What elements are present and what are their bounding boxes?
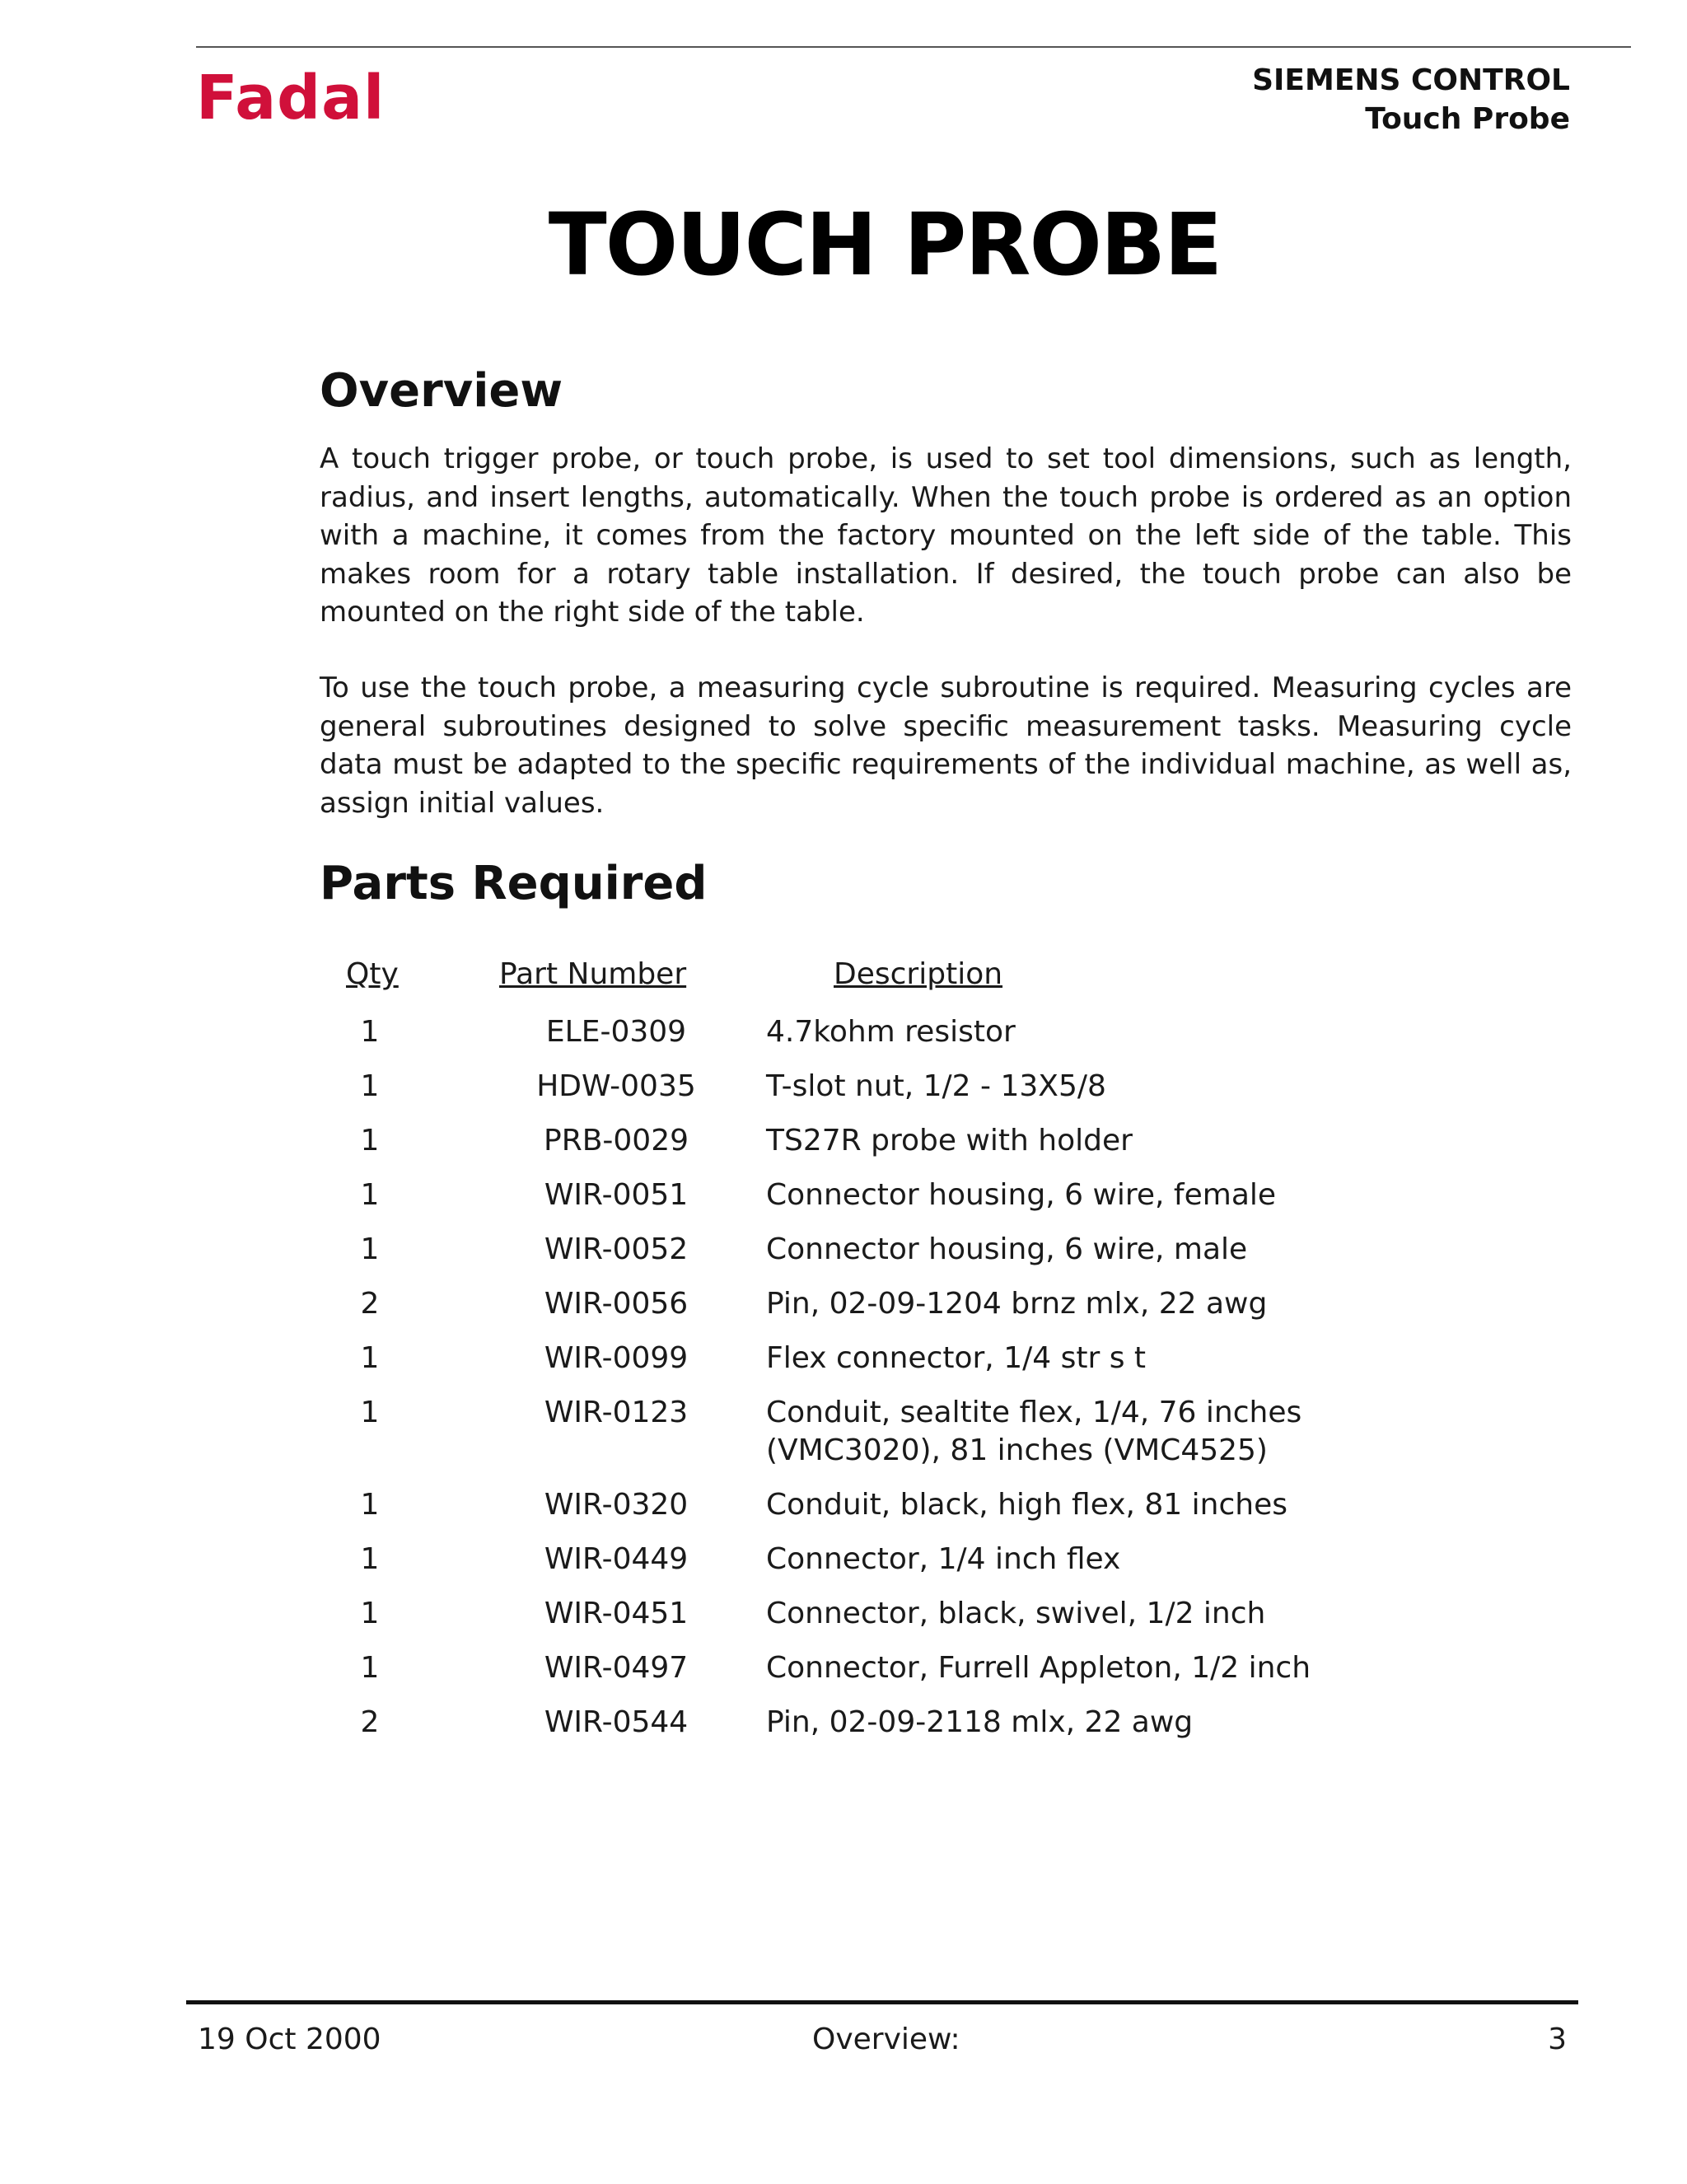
cell-qty: 1	[360, 1015, 380, 1049]
cell-part-number: WIR-0449	[544, 1542, 689, 1576]
cell-part-number: WIR-0052	[544, 1232, 689, 1266]
cell-description: Connector, Furrell Appleton, 1/2 inch	[766, 1651, 1311, 1685]
cell-part-number: WIR-0497	[544, 1651, 689, 1685]
cell-description-continued: (VMC3020), 81 inches (VMC4525)	[766, 1433, 1268, 1467]
cell-part-number: WIR-0051	[544, 1178, 689, 1212]
cell-qty: 1	[360, 1069, 380, 1103]
cell-description: Connector, black, swivel, 1/2 inch	[766, 1597, 1266, 1630]
brand-logo: Fadal	[196, 63, 386, 133]
cell-qty: 1	[360, 1597, 380, 1630]
table-body	[320, 1013, 1473, 1758]
cell-part-number: ELE-0309	[545, 1015, 687, 1049]
overview-paragraph-2: To use the touch probe, a measuring cycle subroutine is required. Measuring cycles are general subroutines designed to solve specific measurement tasks. Measuring cycle data must be adapted to the specific requirements of the individual machine, as well as, assign initial values.	[320, 671, 1572, 820]
running-header	[1252, 61, 1570, 138]
table-row	[320, 1704, 1473, 1758]
cell-description: Pin, 02-09-2118 mlx, 22 awg	[766, 1705, 1194, 1739]
table-row	[320, 1176, 1473, 1231]
cell-description: Flex connector, 1/4 str s t	[766, 1341, 1147, 1375]
cell-part-number: WIR-0056	[544, 1287, 689, 1321]
cell-qty: 1	[360, 1396, 380, 1429]
cell-part-number: WIR-0123	[544, 1396, 689, 1429]
header-rule	[196, 46, 1631, 48]
cell-part-number: WIR-0320	[544, 1488, 689, 1522]
cell-description: Conduit, sealtite flex, 1/4, 76 inches	[766, 1396, 1302, 1429]
cell-part-number: PRB-0029	[543, 1124, 689, 1157]
cell-description: Connector housing, 6 wire, female	[766, 1178, 1277, 1212]
cell-qty: 1	[360, 1542, 380, 1576]
table-row	[320, 1122, 1473, 1176]
table-header	[320, 954, 1473, 1013]
cell-qty: 1	[360, 1488, 380, 1522]
table-row	[320, 1486, 1473, 1541]
table-row	[320, 1013, 1473, 1068]
cell-qty: 1	[360, 1651, 380, 1685]
cell-qty: 1	[360, 1124, 380, 1157]
cell-description: Connector, 1/4 inch flex	[766, 1542, 1121, 1576]
cell-qty: 2	[360, 1705, 380, 1739]
table-row	[320, 1285, 1473, 1340]
table-row	[320, 1595, 1473, 1649]
table-row	[320, 1649, 1473, 1704]
footer-section: Overview:	[812, 2023, 960, 2056]
table-row	[320, 1394, 1473, 1486]
column-header-part-number: Part Number	[499, 957, 687, 991]
cell-part-number: WIR-0451	[544, 1597, 689, 1630]
parts-table	[320, 954, 1473, 1758]
cell-description: Pin, 02-09-1204 brnz mlx, 22 awg	[766, 1287, 1268, 1321]
cell-description: Conduit, black, high flex, 81 inches	[766, 1488, 1287, 1522]
overview-heading: Overview	[320, 364, 563, 418]
table-row	[320, 1231, 1473, 1285]
table-row	[320, 1340, 1473, 1394]
overview-paragraph-1: A touch trigger probe, or touch probe, is used to set tool dimensions, such as length, radius, and insert lengths, automatically. When the touch probe is ordered as an option with a machine, it comes from the factory mounted on the left side of the table. This makes room for a rotary table installation. If desired, the touch probe can also be mounted on the right side of the table.	[320, 442, 1572, 629]
cell-qty: 1	[360, 1178, 380, 1212]
cell-qty: 2	[360, 1287, 380, 1321]
header-line-1: SIEMENS CONTROL	[1252, 63, 1570, 97]
cell-description: TS27R probe with holder	[766, 1124, 1133, 1157]
table-row	[320, 1068, 1473, 1122]
cell-part-number: WIR-0099	[544, 1341, 689, 1375]
footer-date: 19 Oct 2000	[198, 2023, 381, 2056]
header-line-2: Touch Probe	[1365, 102, 1570, 136]
cell-qty: 1	[360, 1341, 380, 1375]
table-row	[320, 1541, 1473, 1595]
column-header-description: Description	[834, 957, 1003, 991]
parts-heading: Parts Required	[320, 857, 708, 910]
cell-qty: 1	[360, 1232, 380, 1266]
page-title: TOUCH PROBE	[548, 194, 1222, 295]
cell-part-number: HDW-0035	[536, 1069, 696, 1103]
cell-description: 4.7kohm resistor	[766, 1015, 1016, 1049]
cell-part-number: WIR-0544	[544, 1705, 689, 1739]
column-header-qty: Qty	[346, 957, 399, 991]
cell-description: Connector housing, 6 wire, male	[766, 1232, 1248, 1266]
footer-page-number: 3	[1548, 2023, 1567, 2056]
footer-rule	[186, 2000, 1578, 2004]
cell-description: T-slot nut, 1/2 - 13X5/8	[766, 1069, 1106, 1103]
